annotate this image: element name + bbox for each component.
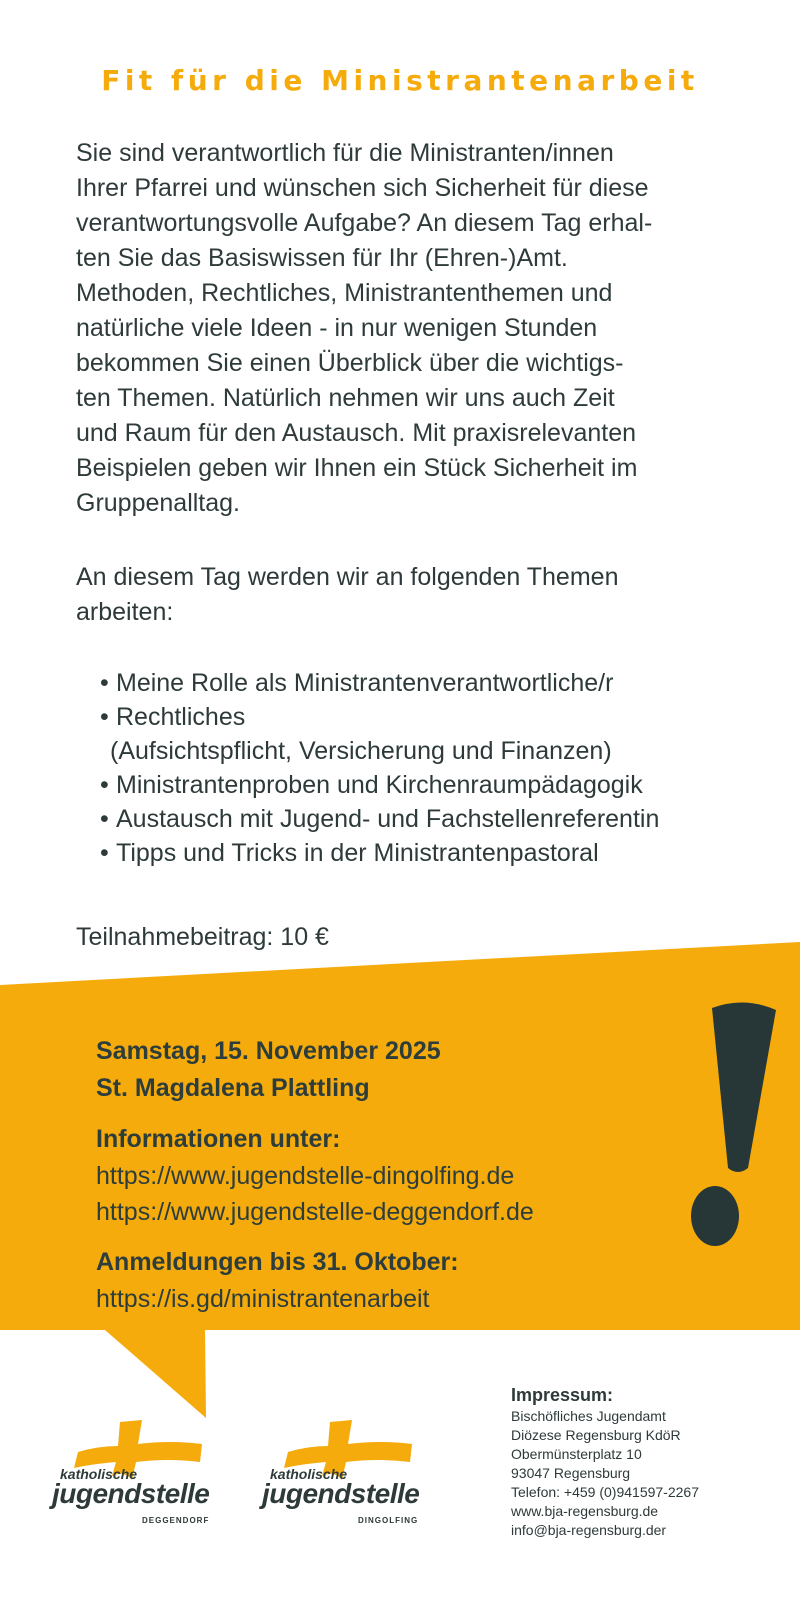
intro-line: ten Sie das Basiswissen für Ihr (Ehren-)Amt. [76,244,568,272]
impressum [511,1383,771,1540]
event-location: St. Magdalena Plattling [96,1074,370,1102]
themen-intro-line: arbeiten: [76,598,174,626]
registration-heading: Anmeldungen bis 31. Oktober: [96,1248,459,1276]
impressum-link-web[interactable]: www.bja-regensburg.de [511,1503,659,1519]
intro-line: bekommen Sie einen Überblick über die wichtigs- [76,349,624,377]
fee-text: Teilnahmebeitrag: 10 € [76,923,329,951]
bullet-icon: • [100,771,109,799]
logo-jugendstelle-deggendorf [52,1418,222,1528]
impressum-heading: Impressum: [511,1385,614,1405]
logo-location: DINGOLFING [358,1516,419,1525]
impressum-line: 93047 Regensburg [511,1465,631,1481]
intro-line: verantwortungsvolle Aufgabe? An diesem Tag erhal- [76,209,653,237]
intro-line: Ihrer Pfarrei und wünschen sich Sicherheit für diese [76,174,649,202]
intro-line: ten Themen. Natürlich nehmen wir uns auch Zeit [76,384,615,412]
event-date: Samstag, 15. November 2025 [96,1037,441,1065]
logo-line2: jugendstelle [262,1478,420,1509]
logo-location: DEGGENDORF [142,1516,210,1525]
impressum-line: Obermünsterplatz 10 [511,1446,642,1462]
logo-line1: katholische [60,1466,138,1482]
info-link-dingolfing[interactable]: https://www.jugendstelle-dingolfing.de [96,1162,515,1190]
impressum-line: Bischöfliches Jugendamt [511,1408,666,1424]
list-item-label: Tipps und Tricks in der Ministrantenpastoral [116,839,599,867]
intro-line: Sie sind verantwortlich für die Ministranten/innen [76,139,614,167]
bullet-icon: • [100,839,109,867]
logo-jugendstelle-dingolfing [262,1418,432,1528]
impressum-line: Telefon: +459 (0)941597-2267 [511,1484,699,1500]
list-item-label: Ministrantenproben und Kirchenraumpädagogik [116,771,643,799]
intro-line: Methoden, Rechtliches, Ministrantenthemen und [76,279,613,307]
list-item-label: Austausch mit Jugend- und Fachstellenreferentin [116,805,660,833]
intro-line: und Raum für den Austausch. Mit praxisrelevanten [76,419,637,447]
registration-link[interactable]: https://is.gd/ministrantenarbeit [96,1285,430,1313]
intro-line: natürliche viele Ideen - in nur wenigen Stunden [76,314,598,342]
logo-line2: jugendstelle [52,1478,210,1509]
impressum-link-email[interactable]: info@bja-regensburg.der [511,1522,667,1538]
event-info [96,1033,676,1317]
bullet-icon: • [100,703,109,731]
list-item-label: Meine Rolle als Ministrantenverantwortliche/r [116,669,614,697]
info-link-deggendorf[interactable]: https://www.jugendstelle-deggendorf.de [96,1198,534,1226]
bullet-icon: • [100,805,109,833]
list-item-continuation: (Aufsichtspflicht, Versicherung und Finanzen) [110,737,612,765]
impressum-line: Diözese Regensburg KdöR [511,1427,681,1443]
list-item-label: Rechtliches [116,703,246,731]
intro-line: Gruppenalltag. [76,489,241,517]
intro-line: Beispielen geben wir Ihnen ein Stück Sicherheit im [76,454,638,482]
themen-intro-line: An diesem Tag werden wir an folgenden Themen [76,563,619,591]
page-title: Fit für die Ministrantenarbeit [101,64,699,97]
bullet-icon: • [100,669,109,697]
info-heading: Informationen unter: [96,1125,341,1153]
logo-line1: katholische [270,1466,348,1482]
